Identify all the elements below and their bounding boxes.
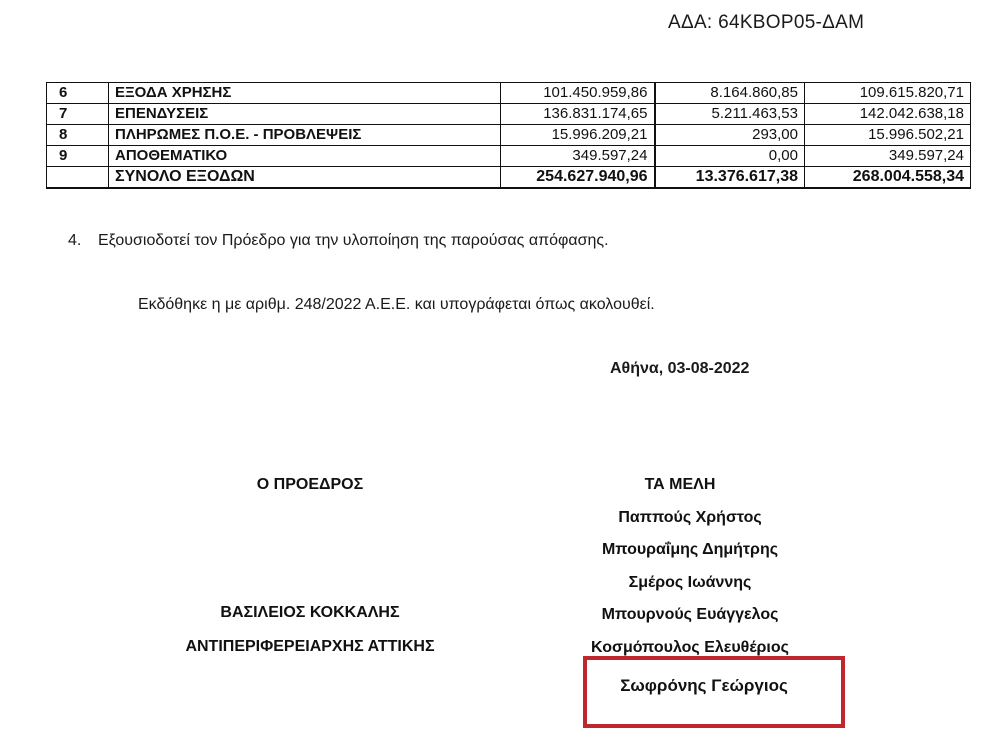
table-row — [47, 83, 971, 104]
table-total-row — [47, 167, 971, 189]
row-value-3: 15.996.502,21 — [805, 125, 971, 146]
item-4-number: 4. — [68, 232, 82, 249]
president-name: ΒΑΣΙΛΕΙΟΣ ΚΟΚΚΑΛΗΣ — [220, 604, 400, 621]
row-value-2: 5.211.463,53 — [655, 104, 805, 125]
row-label: ΑΠΟΘΕΜΑΤΙΚΟ — [109, 146, 501, 167]
row-label: ΕΞΟΔΑ ΧΡΗΣΗΣ — [109, 83, 501, 104]
member-name: Παππούς Χρήστος — [618, 509, 762, 526]
president-title: Ο ΠΡΟΕΔΡΟΣ — [256, 476, 364, 493]
row-value-2: 8.164.860,85 — [655, 83, 805, 104]
row-label: ΕΠΕΝΔΥΣΕΙΣ — [109, 104, 501, 125]
members-title: ΤΑ ΜΕΛΗ — [644, 476, 716, 493]
document-date: Αθήνα, 03-08-2022 — [610, 360, 750, 377]
row-value-1: 101.450.959,86 — [501, 83, 655, 104]
row-value-1: 136.831.174,65 — [501, 104, 655, 125]
row-index: 7 — [47, 104, 109, 125]
member-name: Κοσμόπουλος Ελευθέριος — [591, 639, 789, 656]
table-row — [47, 146, 971, 167]
member-name: Μπουραΐμης Δημήτρης — [601, 541, 779, 558]
item-4-text: Εξουσιοδοτεί τον Πρόεδρο για την υλοποίηση της παρούσας απόφασης. — [98, 232, 609, 249]
row-value-2: 0,00 — [655, 146, 805, 167]
row-label: ΠΛΗΡΩΜΕΣ Π.Ο.Ε. - ΠΡΟΒΛΕΨΕΙΣ — [109, 125, 501, 146]
row-value-3: 142.042.638,18 — [805, 104, 971, 125]
total-value-1: 254.627.940,96 — [501, 167, 655, 189]
member-name-highlighted: Σωφρόνης Γεώργιος — [620, 676, 788, 695]
member-name: Μπουρνούς Ευάγγελος — [601, 606, 779, 623]
expenses-table — [46, 82, 971, 189]
row-index: 6 — [47, 83, 109, 104]
row-index: 9 — [47, 146, 109, 167]
highlight-annotation-box — [583, 656, 845, 728]
total-label: ΣΥΝΟΛΟ ΕΞΟΔΩΝ — [109, 167, 501, 189]
table-row — [47, 104, 971, 125]
total-value-3: 268.004.558,34 — [805, 167, 971, 189]
row-value-3: 109.615.820,71 — [805, 83, 971, 104]
issued-statement: Εκδόθηκε η με αριθμ. 248/2022 Α.Ε.Ε. και υπογράφεται όπως ακολουθεί. — [138, 296, 655, 313]
president-role: ΑΝΤΙΠΕΡΙΦΕΡΕΙΑΡΧΗΣ ΑΤΤΙΚΗΣ — [185, 638, 435, 655]
row-value-1: 15.996.209,21 — [501, 125, 655, 146]
row-value-2: 293,00 — [655, 125, 805, 146]
ada-code: ΑΔΑ: 64ΚΒΟΡ05-ΔΑΜ — [668, 12, 865, 33]
row-value-1: 349.597,24 — [501, 146, 655, 167]
row-value-3: 349.597,24 — [805, 146, 971, 167]
total-index — [47, 167, 109, 189]
table-row — [47, 125, 971, 146]
item-4-paragraph — [68, 232, 609, 250]
member-name: Σμέρος Ιωάννης — [628, 574, 752, 591]
row-index: 8 — [47, 125, 109, 146]
total-value-2: 13.376.617,38 — [655, 167, 805, 189]
